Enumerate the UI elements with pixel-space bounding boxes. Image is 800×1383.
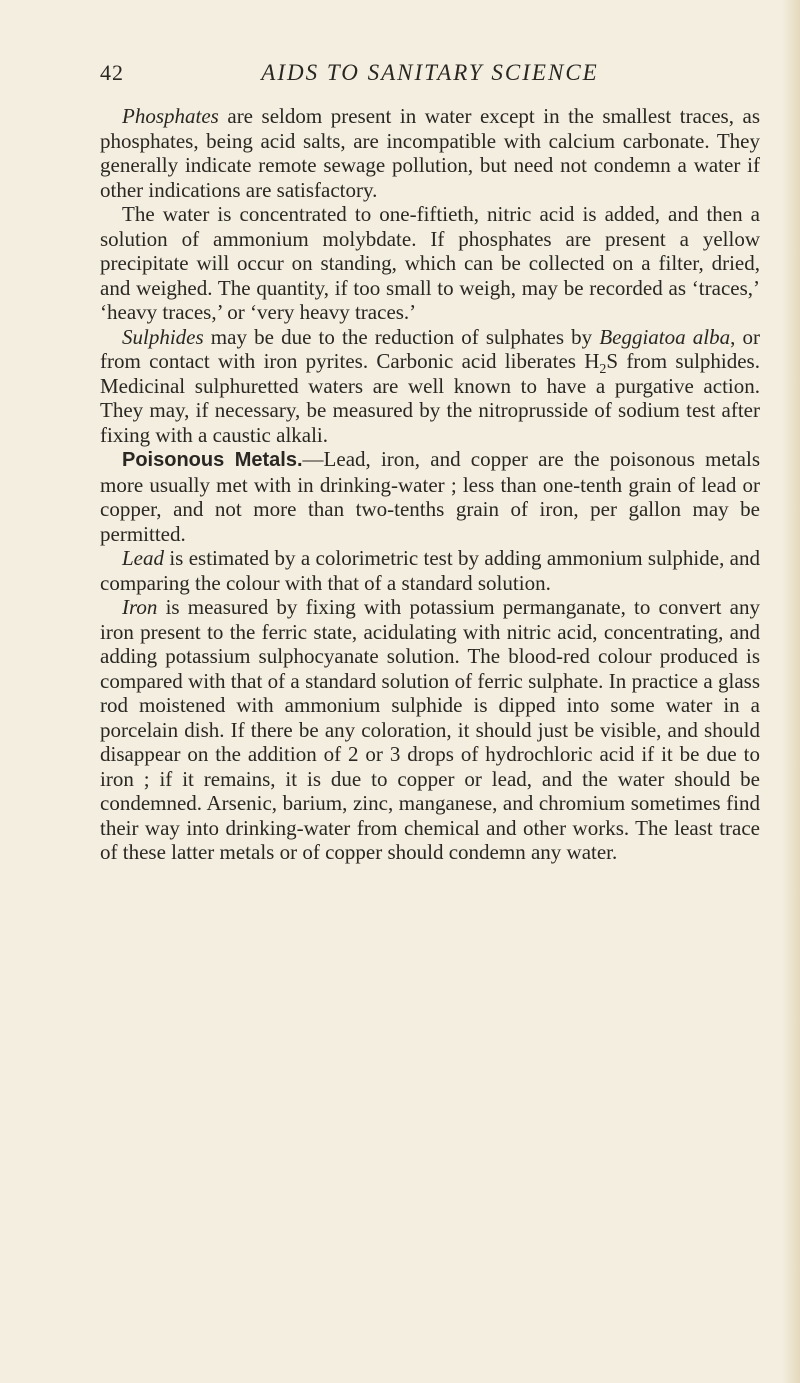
organism-name: Beggiatoa alba bbox=[599, 324, 731, 349]
paragraph-concentration-method bbox=[100, 202, 760, 325]
term-phosphates: Phosphates bbox=[122, 104, 219, 128]
paragraph-sulphides-text-b: , or from contact with iron pyrites. Carbonic acid liberates H bbox=[100, 324, 760, 373]
paragraph-lead bbox=[100, 546, 760, 595]
paragraph-phosphates-text: are seldom present in water except in the smallest traces, as phosphates, being acid salts, are incompatible with calcium carbonate. They generally indicate remote sewage pollution, but need not condemn a water if other indications are satisfactory. bbox=[100, 104, 760, 202]
page-edge-shadow bbox=[782, 0, 800, 1383]
paragraph-iron bbox=[100, 595, 760, 865]
paragraph-sulphides-text-c: S from sulphides. Medicinal sulphuretted waters are well known to have a purgative action. They may, if necessary, be measured by the nitroprusside of sodium test after fixing with a caustic alkali. bbox=[100, 349, 760, 447]
paragraph-sulphides-text-a: may be due to the reduction of sulphates by bbox=[203, 324, 600, 349]
section-heading-poisonous-metals: Poisonous Metals. bbox=[122, 449, 303, 471]
paragraph-poisonous-text: —Lead, iron, and copper are the poisonous metals more usually met with in drinking-water ; less than one-tenth grain of lead or copper, and not more than two-tenths grain of iron, per gallon may be permitted. bbox=[100, 447, 760, 546]
page-number: 42 bbox=[100, 60, 124, 85]
body-text bbox=[100, 104, 760, 865]
paragraph-lead-text: is estimated by a colorimetric test by adding ammonium sulphide, and comparing the colour with that of a standard solution. bbox=[100, 546, 760, 595]
term-iron: Iron bbox=[122, 595, 158, 619]
term-sulphides: Sulphides bbox=[122, 324, 204, 349]
subscript-two: 2 bbox=[599, 362, 607, 378]
paragraph-sulphides bbox=[100, 325, 760, 448]
term-lead: Lead bbox=[122, 546, 164, 570]
running-head: AIDS TO SANITARY SCIENCE bbox=[261, 60, 599, 85]
page-header bbox=[100, 60, 760, 92]
paragraph-poisonous-metals bbox=[100, 447, 760, 546]
paragraph-phosphates bbox=[100, 104, 760, 202]
paragraph-iron-text: is measured by fixing with potassium permanganate, to convert any iron present to the ferric state, acidulating with nitric acid, concentrating, and adding potassium sulphocyanate solution. The blood-red colour produced is compared with that of a standard solution of ferric sulphate. In practice a glass rod moistened with ammonium sulphide is dipped into some water in a porcelain dish. If there be any coloration, it should just be visible, and should disappear on the addition of 2 or 3 drops of hydrochloric acid if it be due to iron ; if it remains, it is due to copper or lead, and the water should be condemned. Arsenic, barium, zinc, manganese, and chromium sometimes find their way into drinking-water from chemical and other works. The least trace of these latter metals or of copper should condemn any water. bbox=[100, 595, 760, 864]
paragraph-concentration-text: The water is concentrated to one-fiftieth, nitric acid is added, and then a solution of ammonium molybdate. If phosphates are present a yellow precipitate will occur on standing, which can be collected on a filter, dried, and weighed. The quantity, if too small to weigh, may be recorded as ‘traces,’ ‘heavy traces,’ or ‘very heavy traces.’ bbox=[100, 202, 760, 324]
